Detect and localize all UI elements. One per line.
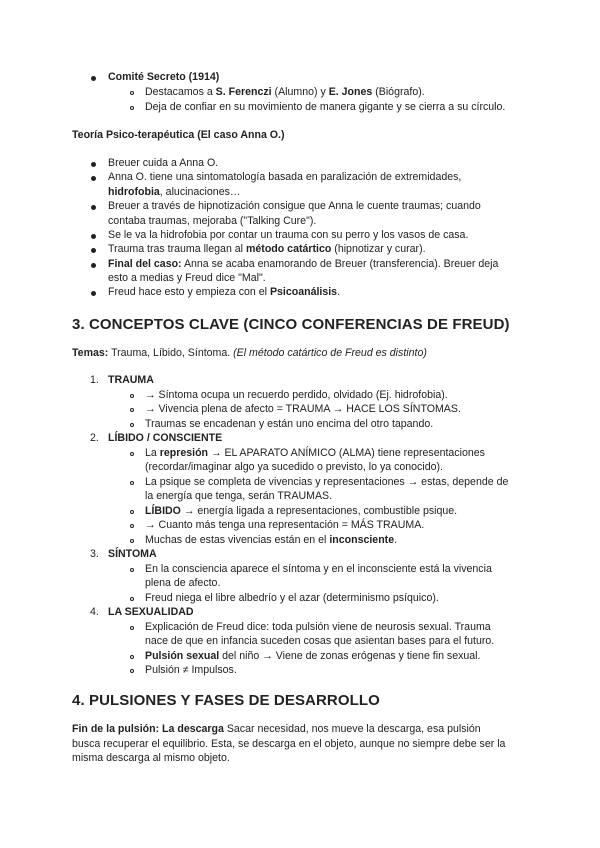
bullet-icon <box>91 234 96 239</box>
teoria-item-7: Freud hace esto y empieza con el Psicoanálisis. <box>108 286 341 298</box>
list-number: 4. <box>90 606 99 618</box>
teoria-item-3-line2: contaba traumas, mejoraba ("Talking Cure"). <box>108 215 317 227</box>
teoria-item-6-line1: Final del caso: Anna se acaba enamorando de Breuer (transferencia). Breuer deja <box>108 258 499 270</box>
comite-item-1: Destacamos a S. Ferenczi (Alumno) y E. Jones (Biógrafo). <box>145 86 425 98</box>
teoria-item-4: Se le va la hidrofobia por contar un trauma con su perro y los vasos de casa. <box>108 229 469 241</box>
temas-line: Temas: Trauma, Líbido, Síntoma. (El método catártico de Freud es distinto) <box>72 347 427 359</box>
sexualidad-item-1-line2: nace de que en infancia suceden cosas que asientan bases para el futuro. <box>145 635 495 647</box>
teoria-item-5: Trauma tras trauma llegan al método catártico (hipnotizar y curar). <box>108 243 426 255</box>
libido-item-2-line1: La psique se completa de vivencias y representaciones → estas, depende de <box>145 476 509 488</box>
libido-title: LÍBIDO / CONSCIENTE <box>108 432 223 444</box>
sintoma-item-1-line1: En la consciencia aparece el síntoma y en el inconsciente está la vivencia <box>145 563 492 575</box>
sintoma-item-1-line2: plena de afecto. <box>145 577 221 589</box>
sintoma-title: SÍNTOMA <box>108 548 157 560</box>
teoria-item-2-line1: Anna O. tiene una sintomatología basada en paralización de extremidades, <box>108 171 462 183</box>
trauma-item-2: → Vivencia plena de afecto = TRAUMA → HACE LOS SÍNTOMAS. <box>145 403 461 415</box>
sexualidad-title: LA SEXUALIDAD <box>108 606 194 618</box>
list-number: 1. <box>90 374 99 386</box>
trauma-title: TRAUMA <box>108 374 154 386</box>
circle-bullet-icon <box>130 91 134 95</box>
section-4-para-line3: misma descarga al mismo objeto. <box>72 752 230 764</box>
trauma-item-3: Traumas se encadenan y están uno encima del otro tapando. <box>145 418 434 430</box>
bullet-icon <box>91 76 96 81</box>
bullet-icon <box>91 248 96 253</box>
list-number: 2. <box>90 432 99 444</box>
circle-bullet-icon <box>130 408 134 412</box>
comite-item-2: Deja de confiar en su movimiento de manera gigante y se cierra a su círculo. <box>145 101 506 113</box>
libido-item-1-line2: (recordar/imaginar algo ya sucedido o previsto, lo ya conocido). <box>145 461 443 473</box>
libido-item-3: LÍBIDO → energía ligada a representaciones, combustible psique. <box>145 505 458 517</box>
circle-bullet-icon <box>130 568 134 572</box>
teoria-title: Teoría Psico-terapéutica (El caso Anna O.) <box>72 129 285 141</box>
sexualidad-item-3: Pulsión ≠ Impulsos. <box>145 664 237 676</box>
circle-bullet-icon <box>130 539 134 543</box>
circle-bullet-icon <box>130 394 134 398</box>
circle-bullet-icon <box>130 106 134 110</box>
section-4-para-line2: busca recuperar el equilibrio. Esta, se descarga en el objeto, aunque no siempre debe ser la <box>72 738 506 750</box>
circle-bullet-icon <box>130 626 134 630</box>
list-number: 3. <box>90 548 99 560</box>
circle-bullet-icon <box>130 669 134 673</box>
circle-bullet-icon <box>130 597 134 601</box>
libido-item-1-line1: La represión → EL APARATO ANÍMICO (ALMA) tiene representaciones <box>145 447 485 459</box>
trauma-item-1: → Síntoma ocupa un recuerdo perdido, olvidado (Ej. hidrofobia). <box>145 389 448 401</box>
sexualidad-item-1-line1: Explicación de Freud dice: toda pulsión viene de neurosis sexual. Trauma <box>145 621 491 633</box>
circle-bullet-icon <box>130 510 134 514</box>
circle-bullet-icon <box>130 655 134 659</box>
bullet-icon <box>91 205 96 210</box>
section-4-para-line1: Fin de la pulsión: La descarga Sacar necesidad, nos mueve la descarga, esa pulsión <box>72 723 481 735</box>
teoria-item-6-line2: esto a medias y Freud dice "Mal". <box>108 272 266 284</box>
bullet-icon <box>91 162 96 167</box>
teoria-item-3-line1: Breuer a través de hipnotización consigue que Anna le cuente traumas; cuando <box>108 200 481 212</box>
comite-title: Comité Secreto (1914) <box>108 71 220 83</box>
teoria-item-2-line2: hidrofobia, alucinaciones… <box>108 186 241 198</box>
bullet-icon <box>91 176 96 181</box>
circle-bullet-icon <box>130 452 134 456</box>
bullet-icon <box>91 263 96 268</box>
section-3-heading: 3. CONCEPTOS CLAVE (CINCO CONFERENCIAS DE FREUD) <box>72 316 510 333</box>
sexualidad-item-2: Pulsión sexual del niño → Viene de zonas erógenas y tiene fin sexual. <box>145 650 481 662</box>
bullet-icon <box>91 291 96 296</box>
libido-item-2-line2: la energía que tenga, serán TRAUMAS. <box>145 490 333 502</box>
circle-bullet-icon <box>130 481 134 485</box>
circle-bullet-icon <box>130 524 134 528</box>
sintoma-item-2: Freud niega el libre albedrío y el azar (determinismo psíquico). <box>145 592 439 604</box>
section-4-heading: 4. PULSIONES Y FASES DE DESARROLLO <box>72 692 380 709</box>
libido-item-4: → Cuanto más tenga una representación = MÁS TRAUMA. <box>145 519 425 531</box>
teoria-item-1: Breuer cuida a Anna O. <box>108 157 219 169</box>
circle-bullet-icon <box>130 423 134 427</box>
libido-item-5: Muchas de estas vivencias están en el inconsciente. <box>145 534 398 546</box>
